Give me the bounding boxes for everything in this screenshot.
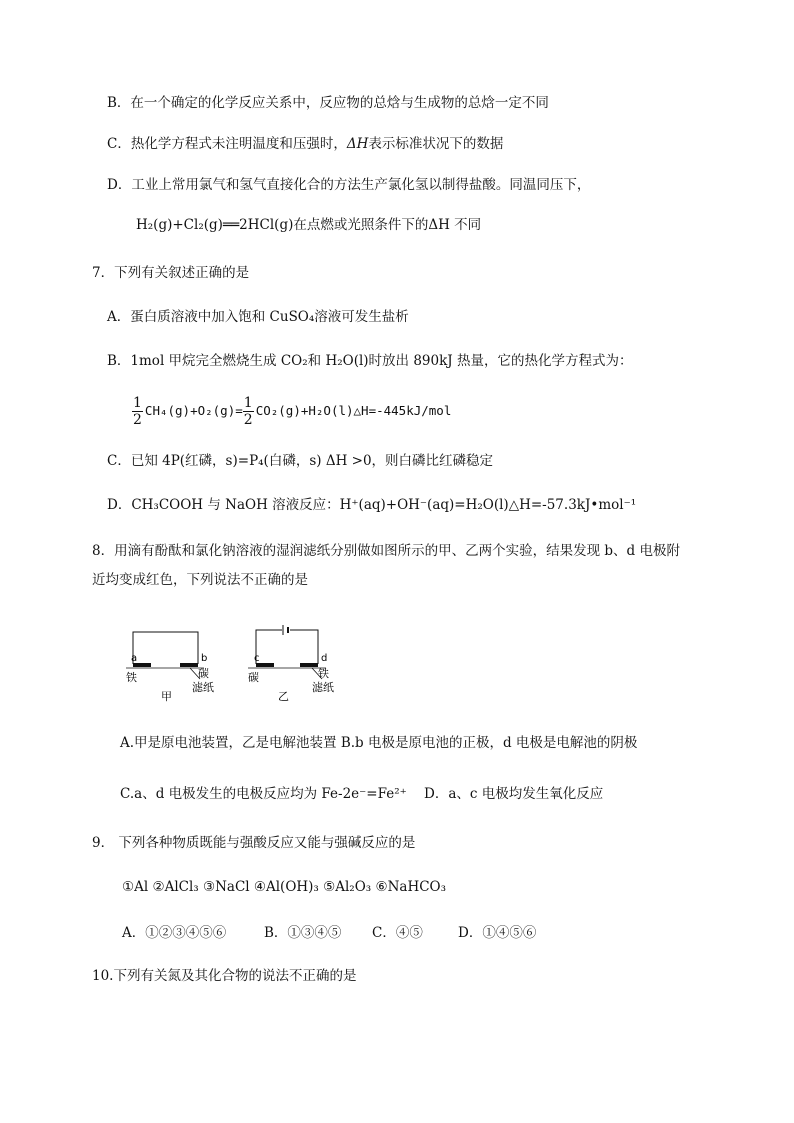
fraction-numerator: 1 xyxy=(243,395,253,411)
fraction-half-2 xyxy=(243,395,254,428)
caption-yi: 乙 xyxy=(278,690,289,703)
q7-option-b: B．1mol 甲烷完全燃烧生成 CO₂和 H₂O(l)时放出 890kJ 热量，它的热化学方程式为： xyxy=(107,353,633,369)
q8-figure xyxy=(118,624,358,706)
label-right-iron: 铁 xyxy=(318,667,329,680)
label-left-carbon: 碳 xyxy=(198,667,209,680)
q7-option-b-equation xyxy=(132,394,451,428)
caption-jia: 甲 xyxy=(161,690,172,703)
figure-jia xyxy=(126,632,204,679)
q8-option-ab: A.甲是原电池装置，乙是电解池装置 B.b 电极是原电池的正极，d 电极是电解池的阴极 xyxy=(120,735,638,751)
q9-items: ①Al ②AlCl₃ ③NaCl ④Al(OH)₃ ⑤Al₂O₃ ⑥NaHCO₃ xyxy=(122,879,447,895)
q7-option-c: C．已知 4P(红磷，s)=P₄(白磷，s) ΔH >0，则白磷比红磷稳定 xyxy=(107,453,494,469)
q7-option-a: A．蛋白质溶液中加入饱和 CuSO₄溶液可发生盐析 xyxy=(107,309,409,325)
label-a: a xyxy=(131,653,138,664)
q8-stem-line1: 8．用滴有酚酞和氯化钠溶液的湿润滤纸分别做如图所示的甲、乙两个实验，结果发现 b、d 电极附 xyxy=(92,543,680,559)
q9-stem: 9． 下列各种物质既能与强酸反应又能与强碱反应的是 xyxy=(92,835,416,851)
q9-option-c: C．④⑤ xyxy=(372,925,423,941)
q6-option-c-post: 表示标准状况下的数据 xyxy=(368,136,504,152)
label-left-iron: 铁 xyxy=(126,671,137,684)
q8-stem-line2: 近均变成红色，下列说法不正确的是 xyxy=(92,572,308,588)
fraction-half-1 xyxy=(132,395,143,428)
label-b: b xyxy=(201,653,208,664)
fraction-denominator: 2 xyxy=(133,412,142,428)
q9-option-a: A．①②③④⑤⑥ xyxy=(122,925,227,941)
q7-equation-part1: CH₄(g)+O₂(g)= xyxy=(144,403,243,418)
q6-option-c-pre: C．热化学方程式未注明温度和压强时， xyxy=(107,136,347,152)
label-right-paper: 滤纸 xyxy=(312,681,334,694)
q9-option-b: B．①③④⑤ xyxy=(264,925,342,941)
label-right-carbon: 碳 xyxy=(248,671,259,684)
fraction-numerator: 1 xyxy=(133,395,142,411)
q6-option-b: B．在一个确定的化学反应关系中，反应物的总焓与生成物的总焓一定不同 xyxy=(107,95,549,111)
q7-equation-part2: CO₂(g)+H₂O(l)△H=-445kJ/mol xyxy=(255,403,452,418)
fraction-denominator: 2 xyxy=(243,412,253,428)
q8-option-d: D．a、c 电极均发生氧化反应 xyxy=(424,786,604,802)
q7-option-d: D．CH₃COOH 与 NaOH 溶液反应：H⁺(aq)+OH⁻(aq)=H₂O(l)△H=-57.3kJ•mol⁻¹ xyxy=(107,497,637,513)
q6-option-d-equation: H₂(g)+Cl₂(g)══2HCl(g)在点燃或光照条件下的ΔH 不同 xyxy=(136,217,482,233)
q9-option-d: D．①④⑤⑥ xyxy=(458,925,537,941)
q6-option-c-dh: ΔH xyxy=(346,136,369,152)
q6-option-c xyxy=(107,135,503,153)
q6-option-d: D．工业上常用氯气和氢气直接化合的方法生产氯化氢以制得盐酸。同温同压下， xyxy=(107,177,591,193)
label-left-paper: 滤纸 xyxy=(192,681,214,694)
q10-stem: 10.下列有关氮及其化合物的说法不正确的是 xyxy=(92,968,357,984)
label-c: c xyxy=(254,653,260,664)
q7-stem: 7．下列有关叙述正确的是 xyxy=(92,265,250,281)
q8-option-c: C.a、d 电极发生的电极反应均为 Fe-2e⁻=Fe²⁺ xyxy=(120,786,407,802)
figure-yi xyxy=(248,625,326,679)
label-d: d xyxy=(321,653,328,664)
